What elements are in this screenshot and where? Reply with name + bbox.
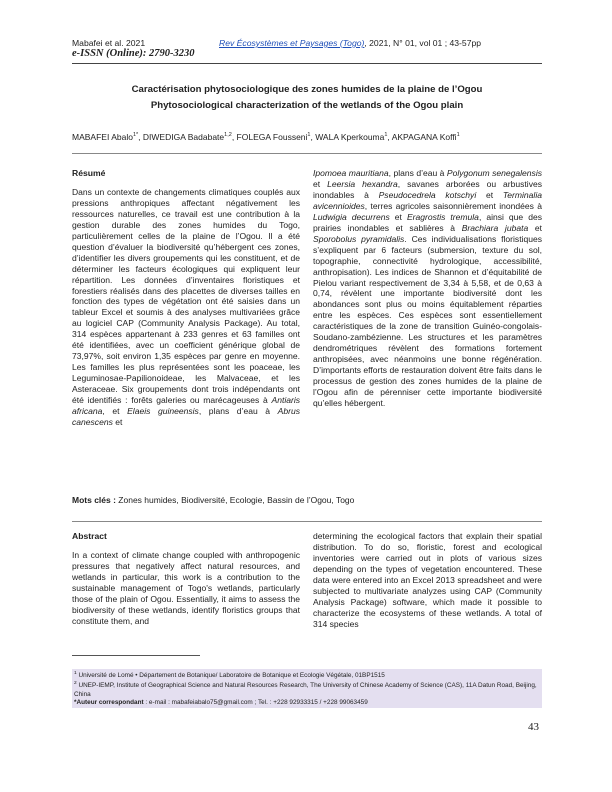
author-name: DIWEDIGA Badabate	[142, 132, 225, 142]
abstract-left-column	[72, 531, 300, 627]
author-name: MABAFEI Abalo	[72, 132, 133, 142]
issn: e-ISSN (Online): 2790-3230	[72, 48, 195, 59]
author-list: MABAFEI Abalo$^{1*}$, DIWEDIGA Badabate$^{1,2}$, FOLEGA Fousseni$^1$, WALA Kperkouma$^1$, AKPAGANA Koffi$^1$	[72, 132, 460, 142]
resume-text-continued: Ipomoea mauritiana, plans d’eau à Polygonum senegalensis et Leersia hexandra, savanes arborées ou arbustives inondables à Pseudocedrela kotschyi et Terminalia avicennioides, terres agricoles saisonnièrement inondées à Ludwigia decurrens et Eragrostis tremula, ainsi que des prairies inondables et sablières à Brachiara jubata et Sporobolus pyramidalis. Ces individualisations floristiques s’expliquent par 6 facteurs (submersion, texture du sol, topographie, connectivité hydrologique, accessibilité, anthropisation). Les indices de Shannon et d’équitabilité de Pielou variant respectivement de 3,34 à 5,58, et de 0,63 à 0,74, révèlent une importante biodiversité dont les abondances sont plus ou moins équitablement réparties entre les espèces. Ces espèces sont essentiellement caractéristiques de la zone de transition Guinéo-congolais-Soudano-zambézienne. Les structures et les paramètres dendrométriques révèlent des formations fortement anthropisées, avec néanmoins une bonne régénération. D’importants efforts de restauration doivent être faits dans le processus de gestion des zones humides de la plaine de l’Ogou afin de pérenniser cette importante biodiversité qu’elles hébergent.	[313, 168, 542, 409]
resume-text: Dans un contexte de changements climatiques couplés aux pressions anthropiques affectant négativement les ressources naturelles, ce travail est une contribution à la gestion durable des zones humides du Togo, particulièrement celles de la plaine de l’Ogou. Il a été question d’évaluer la biodiversité qu’hébergent ces zones, d’identifier les divers groupements qui les constituent, et de déterminer les facteurs écologiques qui expliquent leur répartition. Les données d’inventaires floristiques et forestiers réalisés dans des placettes de diverses tailles en fonction des types de végétation ont été saisies dans un tableur Excel et soumis à des analyses multivariées grâce au logiciel CAP (Community Analysis Package). Au total, 314 espèces appartenant à 233 genres et 63 familles ont été identifiées, avec un coefficient générique global de 73,97%, soit environ 1,35 espèces par genre en moyenne. Les familles les plus représentées sont les poaceae, les Leguminosae-Papilionoideae, les Malvaceae, et les Asteraceae. Six groupements dont trois indépendants ont été identifiés : forêts galeries ou marécageuses à Antiaris africana, et Elaeis guineensis, plans d’eau à Abrus canescens et	[72, 186, 300, 427]
keywords-text: Zones humides, Biodiversité, Ecologie, Bassin de l’Ogou, Togo	[115, 495, 355, 505]
author-name: AKPAGANA Koffi	[391, 132, 457, 142]
title-english: Phytosociological characterization of the wetlands of the Ogou plain	[150, 100, 464, 111]
running-header	[72, 38, 542, 48]
author-affil: 1	[307, 132, 311, 139]
author-affil: 1*	[132, 132, 139, 139]
abstract-text: In a context of climate change coupled with anthropogenic pressures that negatively affect natural resources, and wetlands in particular, this work is a contribution to the sustainable management of Togo's wetlands, particularly those of the plain of Ogou. Essentially, it aims to assess the biodiversity of these wetlands, identify floristics groups that constitute them, and	[72, 549, 300, 626]
footnote-corresponding-author: *Auteur correspondant : e-mail : mabafeiabalo75@gmail.com ; Tel. : +228 92933315 / +228 99063459	[74, 699, 368, 707]
author-name: FOLEGA Fousseni	[236, 132, 308, 142]
resume-right-column	[313, 168, 542, 409]
abstract-right-column	[313, 531, 542, 630]
page-number: 43	[528, 721, 539, 733]
journal-issue: , 2021, N° 01, vol 01 ; 43-57pp	[364, 38, 482, 48]
author-name: WALA Kperkouma	[315, 132, 385, 142]
keywords	[72, 495, 542, 505]
journal-link[interactable]: Rev Écosystèmes et Paysages (Togo)	[219, 38, 365, 48]
keywords-label: Mots clés :	[72, 495, 116, 505]
footnote-2: $^2$ UNEP-IEMP, Institute of Geographical Science and Natural Resources Research, The University of Chinese Academy of Science (CAS), 11A Datun Road, Beijing, China	[74, 681, 537, 698]
author-affil: 1	[384, 132, 388, 139]
section-rule	[72, 521, 542, 522]
author-affil: 1,2	[224, 132, 232, 139]
resume-heading: Résumé	[72, 168, 106, 178]
author-affil: 1	[456, 132, 460, 139]
abstract-text-continued: determining the ecological factors that explain their spatial distribution. To do so, floristic, forest and ecological inventories were carried out in plots of various sizes depending on the types of vegetation encountered. These data were entered into an Excel 2013 spreadsheet and were subjected to multivariate analyzes using CAP (Community Analysis Package) software, which made it possible to characterize the ecosystems of these wetlands. A total of 314 species	[313, 531, 542, 629]
header-journal	[219, 38, 481, 48]
footnotes	[72, 669, 542, 708]
header-rule	[72, 63, 542, 64]
footnote-rule	[72, 655, 200, 656]
resume-left-column	[72, 168, 300, 428]
header-authors: Mabafei et al. 2021	[72, 38, 146, 48]
abstract-heading: Abstract	[72, 531, 107, 541]
title-french: Caractérisation phytosociologique des zones humides de la plaine de l’Ogou	[131, 84, 483, 95]
section-rule	[72, 153, 542, 154]
footnote-1: $^1$ Université de Lomé • Département de Botanique/ Laboratoire de Botanique et Ecologie Végétale, 01BP1515	[74, 671, 385, 680]
